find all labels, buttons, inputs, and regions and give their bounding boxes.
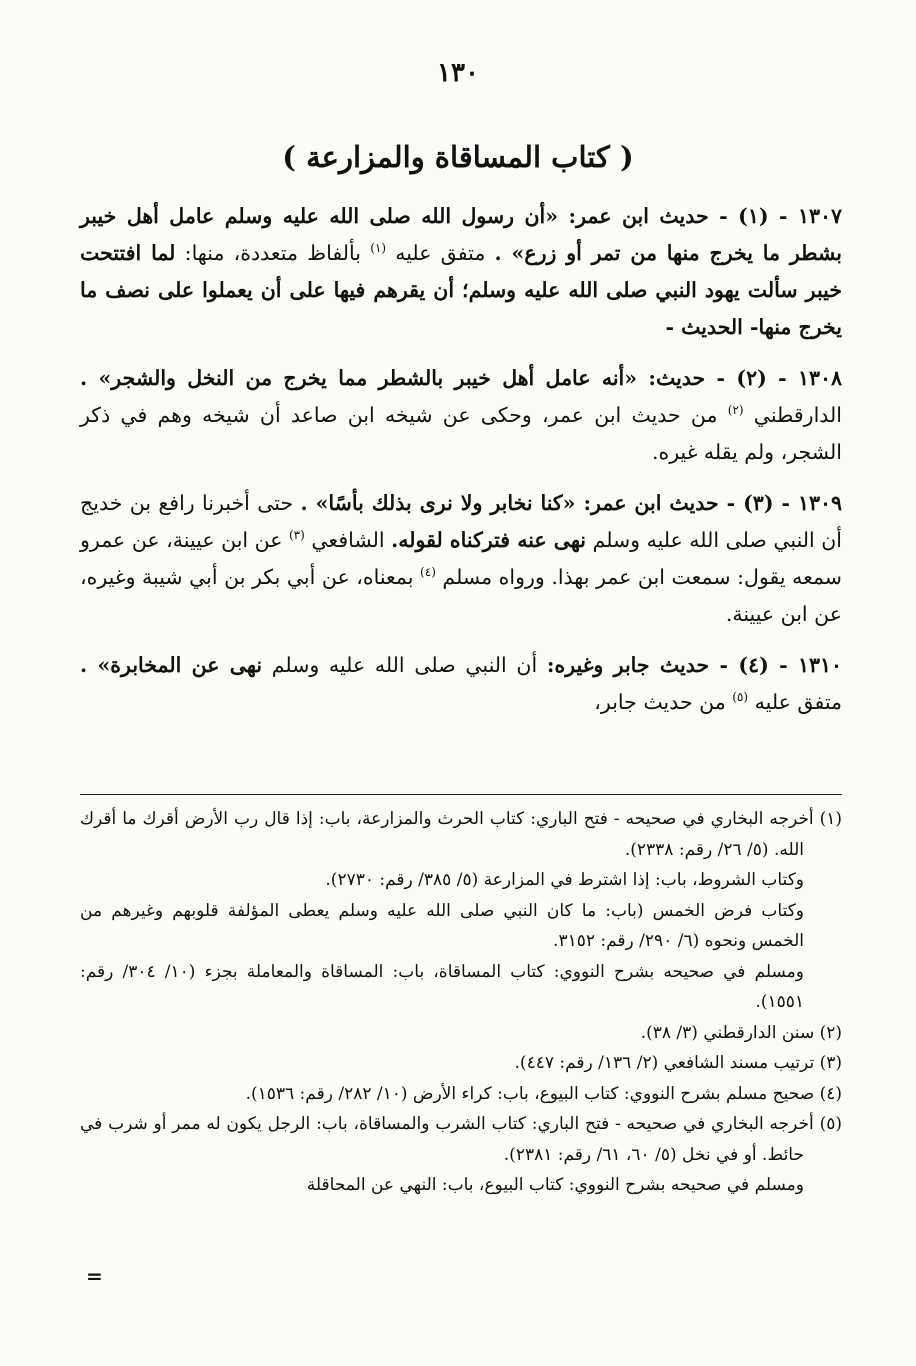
hadith-1308	[80, 360, 842, 471]
hadith-text: عن ابن عيينة، عن عمرو سمعه يقول: سمعت ابن عمر بهذا. ورواه مسلم	[80, 528, 842, 589]
hadith-heading: ١٣٠٧ - (١) - حديث ابن عمر: «أن رسول الله صلى الله عليه وسلم عامل أهل خيبر بشطر ما يخرج منها من تمر أو زرع» .	[80, 204, 843, 265]
hadith-text: الشافعي	[311, 528, 385, 552]
hadith-1307	[80, 198, 842, 346]
footnote-5-cont: ومسلم في صحيحه بشرح النووي: كتاب البيوع، باب: النهي عن المحاقلة	[306, 1175, 804, 1195]
hadith-text: حتى أخبرنا رافع بن خديج أن النبي صلى الله عليه وسلم	[80, 491, 843, 552]
hadith-text: بمعناه، عن أبي بكر بن أبي شيبة وغيره، عن ابن عيينة.	[80, 565, 842, 626]
hadith-text: من حديث جابر،	[594, 690, 726, 714]
hadith-quote: لما افتتحت خيبر سألت يهود النبي صلى الله عليه وسلم؛ أن يقرهم فيها على أن يعملوا على نصف ما يخرج منها- الحديث -	[80, 241, 842, 339]
footnotes	[80, 804, 842, 1201]
footnote-5: (٥) أخرجه البخاري في صحيحه - فتح الباري: كتاب الشرب والمساقاة، باب: الرجل يكون له ممر أو شرب في حائط. أو في نخل (٥/ ٦٠، ٦١/ رقم: ٢٣٨١).	[80, 1114, 842, 1165]
hadith-heading: ١٣٠٨ - (٢) - حديث: «أنه عامل أهل خيبر بالشطر مما يخرج من النخل والشجر» .	[80, 366, 842, 390]
footnote-4: (٤) صحيح مسلم بشرح النووي: كتاب البيوع، باب: كراء الأرض (١٠/ ٢٨٢/ رقم: ١٥٣٦).	[245, 1083, 842, 1104]
footnote-ref[interactable]: (١)	[370, 241, 387, 256]
hadith-text: متفق عليه	[395, 241, 486, 265]
main-text	[80, 198, 842, 735]
hadith-text: الدارقطني	[753, 403, 842, 427]
continuation-mark: =	[86, 1264, 103, 1288]
hadith-heading: ١٣٠٩ - (٣) - حديث ابن عمر: «كنا نخابر ولا نرى بذلك بأسًا» .	[300, 491, 843, 515]
hadith-text: أن النبي صلى الله عليه وسلم	[271, 653, 538, 677]
hadith-1310	[80, 647, 842, 721]
footnote-1: (١) أخرجه البخاري في صحيحه - فتح الباري: كتاب الحرث والمزارعة، باب: إذا قال رب الأرض أقرك ما أقرك الله. (٥/ ٢٦/ رقم: ٢٣٣٨).	[80, 809, 842, 860]
hadith-text: متفق عليه	[754, 690, 842, 714]
footnote-ref[interactable]: (٣)	[288, 528, 305, 543]
hadith-1309	[80, 485, 842, 633]
hadith-quote: نهى عنه فتركناه لقوله.	[391, 528, 587, 552]
hadith-heading: ١٣١٠ - (٤) - حديث جابر وغيره:	[546, 653, 843, 677]
footnote-ref[interactable]: (٤)	[420, 565, 436, 580]
footnote-2: (٢) سنن الدارقطني (٣/ ٣٨).	[640, 1022, 842, 1043]
hadith-text: من حديث ابن عمر، وحكى عن شيخه ابن صاعد أن شيخه وهم في ذكر الشجر، ولم يقله غيره.	[80, 403, 842, 464]
chapter-title: ( كتاب المساقاة والمزارعة )	[282, 140, 634, 174]
footnote-1-cont: ومسلم في صحيحه بشرح النووي: كتاب المساقاة، باب: المساقاة والمعاملة بجزء (١٠/ ٣٠٤/ رقم: ١٥٥١).	[80, 961, 804, 1012]
footnote-1-cont: وكتاب الشروط، باب: إذا اشترط في المزارعة (٥/ ٣٨٥/ رقم: ٢٧٣٠).	[325, 870, 804, 890]
footnote-ref[interactable]: (٥)	[732, 690, 749, 705]
footnote-ref[interactable]: (٢)	[727, 403, 744, 418]
hadith-quote: نهى عن المخابرة» .	[80, 653, 263, 677]
page-number: ١٣٠	[437, 58, 479, 88]
footnote-1-cont: وكتاب فرض الخمس (باب: ما كان النبي صلى الله عليه وسلم يعطى المؤلفة قلوبهم وغيرهم من الخمس ونحوه (٦/ ٢٩٠/ رقم: ٣١٥٢.	[80, 900, 804, 951]
footnote-divider	[80, 794, 842, 795]
footnote-3: (٣) ترتيب مسند الشافعي (٢/ ١٣٦/ رقم: ٤٤٧).	[514, 1053, 842, 1073]
hadith-text: بألفاظ متعددة، منها:	[184, 241, 361, 265]
